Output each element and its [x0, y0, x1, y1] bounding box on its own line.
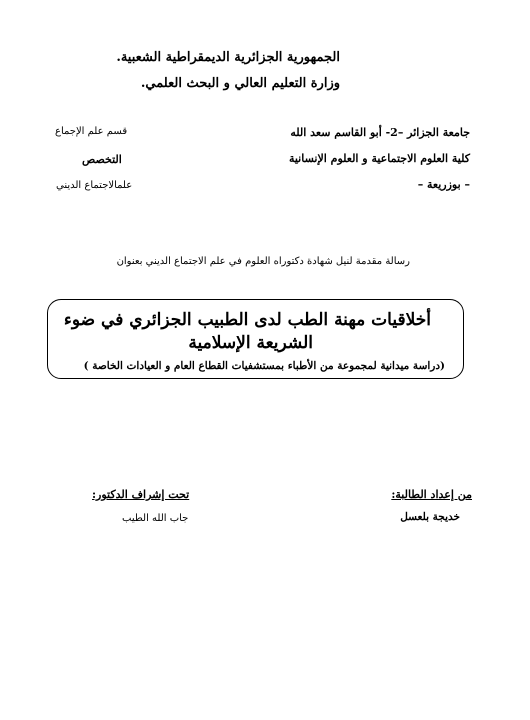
department-name: قسم علم الإجماع — [55, 126, 128, 137]
thesis-intro: رسالة مقدمة لنيل شهادة دكتوراه العلوم في علم الاجتماع الديني بعنوان — [116, 256, 410, 267]
thesis-subtitle: (دراسة ميدانية لمجموعة من الأطباء بمستشفيات القطاع العام و العيادات الخاصة ) — [83, 360, 445, 372]
university-name: جامعة الجزائر –2- أبو القاسم سعد الله — [290, 126, 470, 139]
student-name: خديجة بلعسل — [400, 511, 460, 523]
specialty-value: علمالاجتماع الديني — [56, 180, 133, 191]
thesis-title-line1: أخلاقيات مهنة الطب لدى الطبيب الجزائري في ضوء — [63, 310, 431, 330]
thesis-title-line2: الشريعة الإسلامية — [188, 333, 313, 353]
prepared-by-label: من إعداد الطالبة: — [391, 488, 472, 501]
republic-heading: الجمهورية الجزائرية الديمقراطية الشعبية. — [116, 50, 340, 65]
title-box — [47, 299, 464, 379]
city-name: – بوزريعة – — [417, 178, 470, 191]
specialty-label: التخصص — [82, 153, 122, 166]
supervisor-name: جاب الله الطيب — [122, 513, 189, 524]
ministry-heading: وزارة التعليم العالي و البحث العلمي. — [140, 76, 340, 91]
faculty-name: كلية العلوم الاجتماعية و العلوم الإنسانية — [288, 152, 470, 165]
supervisor-label: تحت إشراف الدكتور: — [92, 488, 190, 501]
